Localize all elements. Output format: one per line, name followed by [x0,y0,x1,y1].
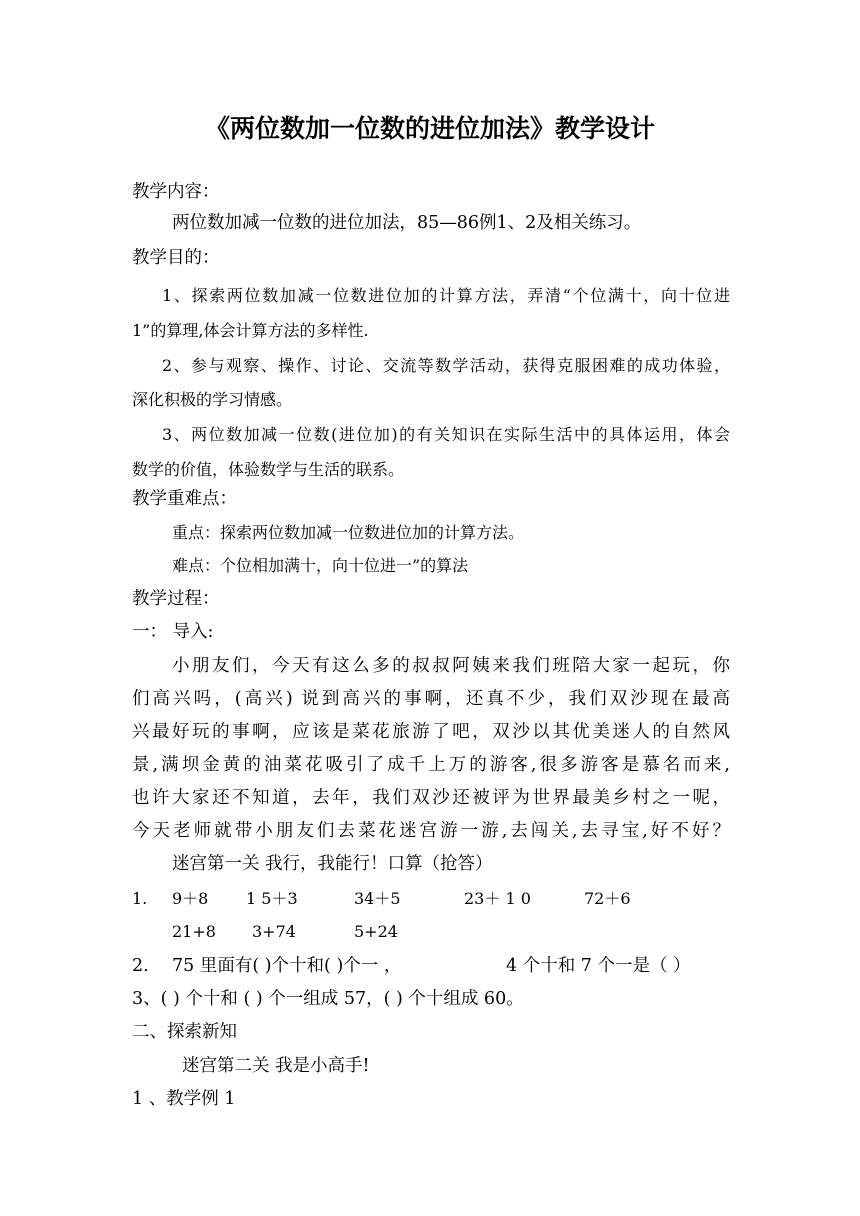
expression: 21+8 [172,922,216,941]
document-title: 《两位数加一位数的进位加法》教学设计 [204,114,655,143]
section-2-heading: 二、探索新知 [132,1022,237,1042]
intro-line-5: 也许大家还不知道，去年，我们双沙还被评为世界最美乡村之一呢， [132,788,730,808]
maze-level-2: 迷宫第二关 我是小高手! [182,1056,370,1076]
intro-line-2: 们高兴吗，(高兴) 说到高兴的事啊，还真不少，我们双沙现在最高 [132,689,730,709]
expression: 23＋ 1 0 [464,889,531,908]
intro-line-4: 景,满坝金黄的油菜花吸引了成千上万的游客,很多游客是慕名而来, [132,755,730,775]
goal-1-line-2: 1”的算理,体会计算方法的多样性. [132,321,369,340]
goal-3-line-2: 数学的价值，体验数学与生活的联系。 [132,460,405,479]
goal-3-line-1: 3、两位数加减一位数(进位加)的有关知识在实际生活中的具体运用，体会 [162,425,730,444]
goals-heading: 教学目的： [132,248,220,268]
example-1: 1 、教学例 1 [132,1089,236,1109]
expression: 3+74 [252,922,296,941]
question-2-number: 2. [132,956,149,976]
intro-line-1: 小朋友们，今天有这么多的叔叔阿姨来我们班陪大家一起玩，你 [172,656,730,676]
question-2-part-2: 4 个十和 7 个一是（ ） [506,956,691,976]
expression: 5+24 [354,922,398,941]
key-point: 重点：探索两位数加减一位数进位加的计算方法。 [172,523,525,542]
key-points-heading: 教学重难点： [132,489,237,509]
difficult-point: 难点：个位相加满十，向十位进一”的算法 [172,556,469,575]
process-heading: 教学过程： [132,589,220,609]
content-heading: 教学内容： [132,182,220,202]
goal-2-line-2: 深化积极的学习情感。 [132,390,293,409]
section-1-heading: 一： 导入: [132,622,214,642]
goal-1-line-1: 1、探索两位数加减一位数进位加的计算方法，弄清“个位满十，向十位进 [162,286,730,305]
expression: 1 5＋3 [246,889,298,908]
maze-level-1: 迷宫第一关 我行，我能行！口算（抢答） [172,854,493,874]
question-1-number: 1. [132,889,148,908]
expression: 9＋8 [172,889,209,908]
expression: 72＋6 [584,889,631,908]
question-3: 3、( ) 个十和 ( ) 个一组成 57，( ) 个十组成 60。 [132,989,524,1009]
question-2-part-1: 75 里面有( )个十和( )个一 ， [172,956,402,976]
expression: 34＋5 [354,889,401,908]
intro-line-3: 兴最好玩的事啊，应该是菜花旅游了吧，双沙以其优美迷人的自然风 [132,722,730,742]
content-text: 两位数加减一位数的进位加法，85—86例1、2及相关练习。 [172,213,642,233]
intro-line-6: 今天老师就带小朋友们去菜花迷宫游一游,去闯关,去寻宝,好不好？ [132,821,730,841]
goal-2-line-1: 2、参与观察、操作、讨论、交流等数学活动，获得克服困难的成功体验， [162,356,730,375]
